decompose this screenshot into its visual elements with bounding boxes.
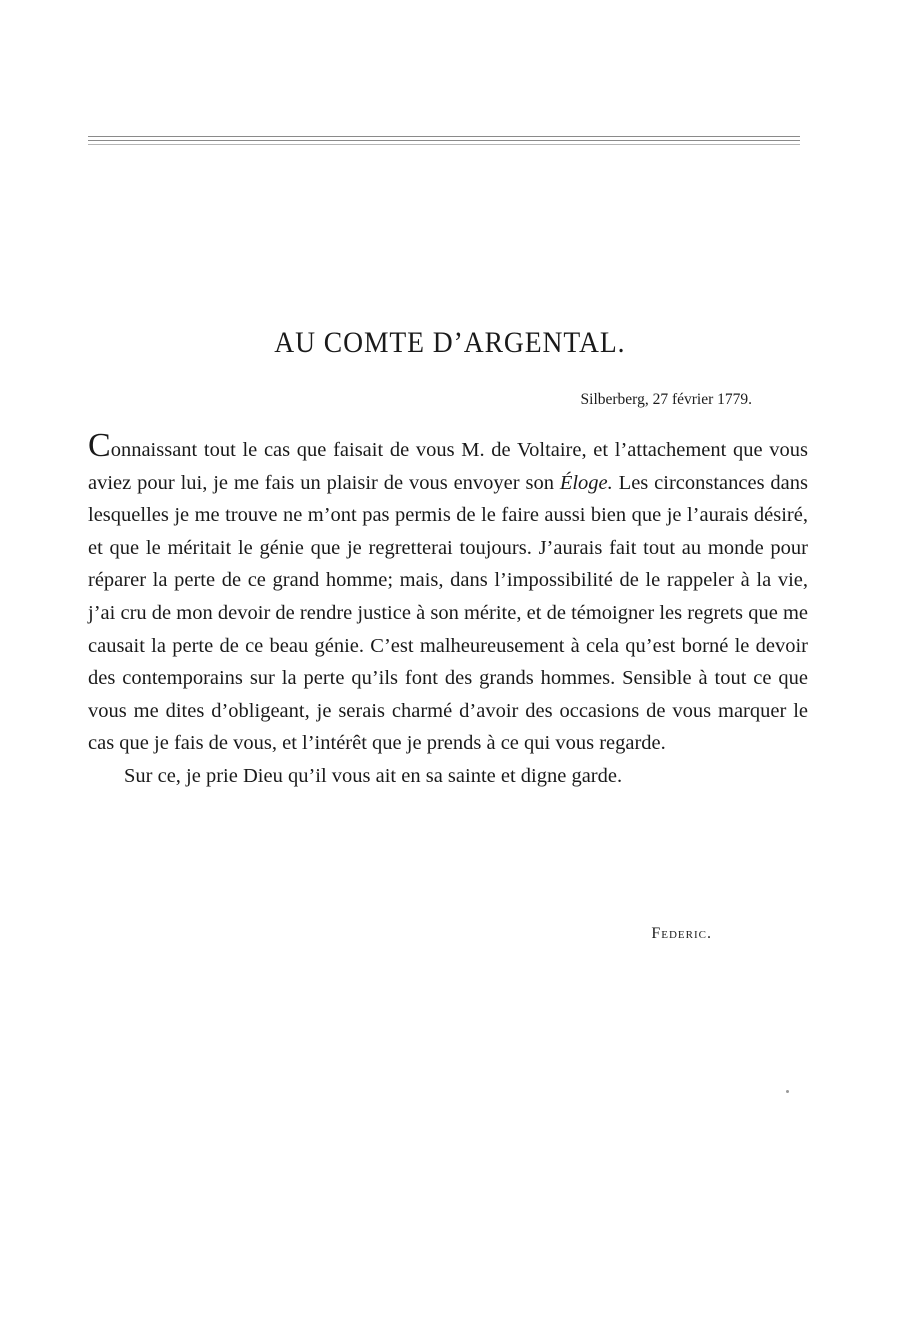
header-rule-top <box>88 136 800 137</box>
header-rule-bottom <box>88 144 800 145</box>
letter-title: AU COMTE D’ARGENTAL. <box>274 326 626 359</box>
eloge-title: Éloge. <box>559 471 613 494</box>
paragraph-1-text-start: Connaissant tout le cas que faisait de vous M. de Voltaire, et l’attachement que vous aviez pour lui, je me fais un plaisir de vous envoyer son <box>88 427 808 494</box>
letter-body <box>88 427 809 793</box>
letter-paragraph-2: Sur ce, je prie Dieu qu’il vous ait en sa sainte et digne garde. <box>124 764 623 787</box>
letter-paragraph-1 <box>88 427 809 760</box>
paragraph-1-text-end: Les circonstances dans lesquelles je me trouve ne m’ont pas permis de le faire aussi bien que je l’aurais désiré, et que le méritait le génie que je regretterai toujours. J’aurais fait tout au monde pour réparer la perte de ce grand homme; mais, dans l’impossibilité de le rappeler à la vie, j’ai cru de mon devoir de rendre justice à son mérite, et de témoigner les regrets que me causait la perte de ce beau génie. C’est malheureusement à cela qu’est borné le devoir des contemporains sur la perte qu’ils font des grands hommes. Sensible à tout ce que vous me dites d’obligeant, je serais charmé d’avoir des occasions de vous marquer le cas que je fais de vous, et l’intérêt que je prends à ce qui vous regarde. <box>88 471 809 755</box>
letter-signature: Federic. <box>651 925 712 942</box>
letter-dateline: Silberberg, 27 février 1779. <box>580 391 752 408</box>
paper-speck <box>786 1090 789 1093</box>
header-rule-middle <box>88 140 800 141</box>
